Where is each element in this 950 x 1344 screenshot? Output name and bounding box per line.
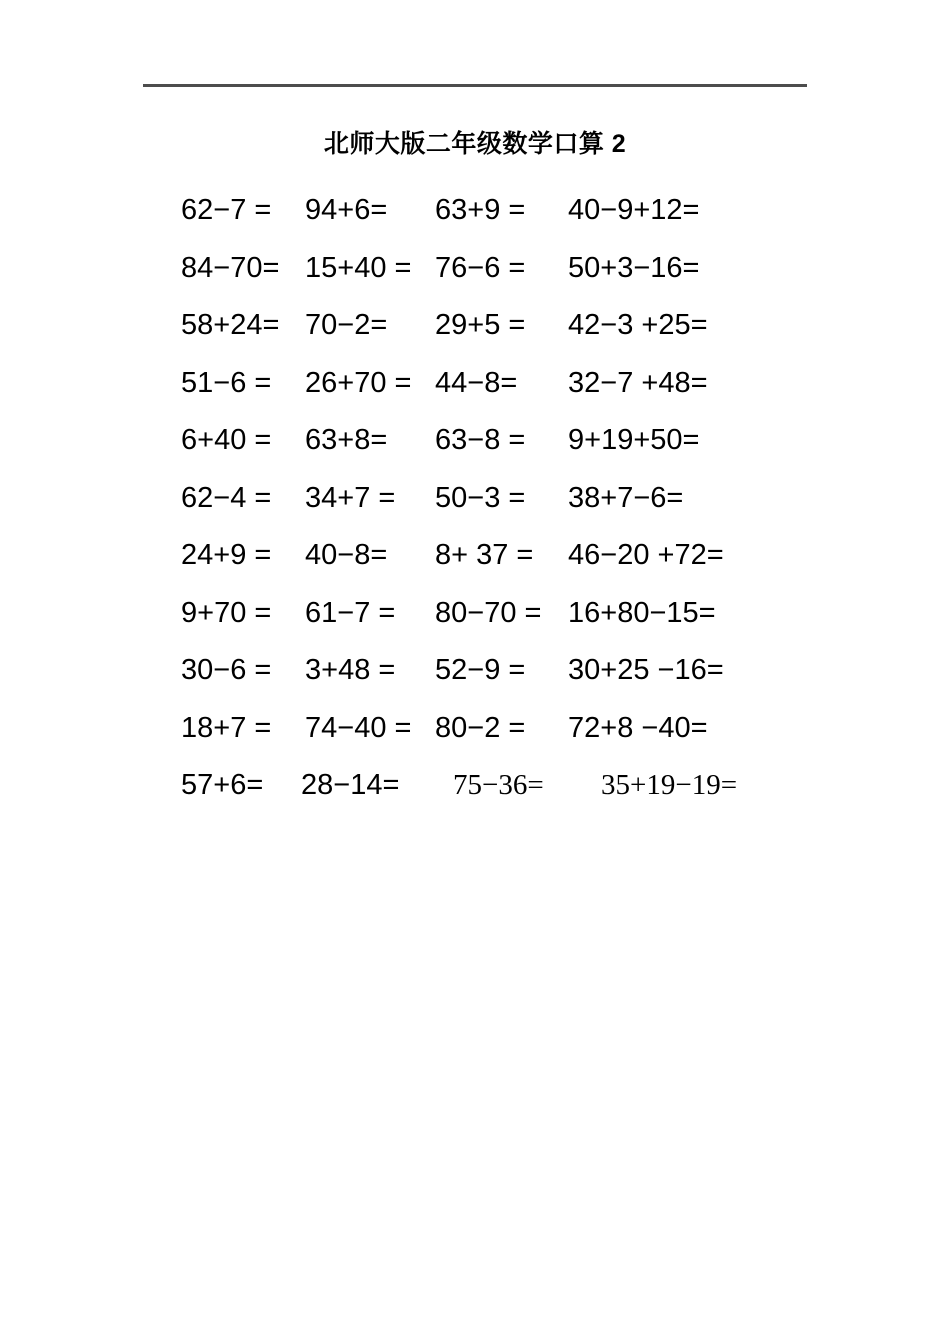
math-problem: 72+8 −40= (568, 711, 708, 744)
math-problem: 18+7 = (181, 711, 272, 744)
problem-row (181, 700, 950, 758)
math-problem: 57+6= (181, 769, 264, 802)
math-problem: 46−20 +72= (568, 539, 724, 572)
math-problem: 51−6 = (181, 366, 272, 399)
math-problem: 58+24= (181, 309, 280, 342)
math-problem: 76−6 = (435, 251, 526, 284)
problem-rows (181, 182, 950, 815)
math-problem: 62−7 = (181, 194, 272, 227)
math-problem: 32−7 +48= (568, 366, 708, 399)
math-problem: 28−14= (301, 769, 400, 802)
math-problem: 15+40 = (305, 251, 412, 284)
math-problem: 30+25 −16= (568, 654, 724, 687)
math-problem: 63+8= (305, 424, 388, 457)
math-problem: 29+5 = (435, 309, 526, 342)
math-problem: 40−8= (305, 539, 388, 572)
math-problem: 84−70= (181, 251, 280, 284)
math-problem: 35+19−19= (601, 769, 738, 802)
problem-row (181, 297, 950, 355)
math-problem: 62−4 = (181, 481, 272, 514)
math-problem: 8+ 37 = (435, 539, 534, 572)
math-problem: 9+70 = (181, 596, 272, 629)
problem-row (181, 470, 950, 528)
problem-row (181, 182, 950, 240)
problem-row (181, 355, 950, 413)
page-title: 北师大版二年级数学口算 2 (323, 130, 627, 158)
math-problem: 70−2= (305, 309, 388, 342)
math-problem: 16+80−15= (568, 596, 716, 629)
math-problem: 63−8 = (435, 424, 526, 457)
problem-row (181, 412, 950, 470)
math-problem: 34+7 = (305, 481, 396, 514)
math-problem: 9+19+50= (568, 424, 700, 457)
problem-row (181, 757, 950, 815)
math-problem: 24+9 = (181, 539, 272, 572)
math-problem: 94+6= (305, 194, 388, 227)
problem-row (181, 527, 950, 585)
math-problem: 75−36= (453, 769, 544, 802)
math-problem: 3+48 = (305, 654, 396, 687)
math-problem: 80−2 = (435, 711, 526, 744)
math-problem: 30−6 = (181, 654, 272, 687)
math-problem: 26+70 = (305, 366, 412, 399)
problem-row (181, 585, 950, 643)
math-problem: 63+9 = (435, 194, 526, 227)
problem-row (181, 642, 950, 700)
math-problem: 42−3 +25= (568, 309, 708, 342)
math-problem: 6+40 = (181, 424, 272, 457)
problem-row (181, 240, 950, 298)
math-problem: 40−9+12= (568, 194, 700, 227)
math-problem: 50−3 = (435, 481, 526, 514)
math-problem: 50+3−16= (568, 251, 700, 284)
math-problem: 80−70 = (435, 596, 542, 629)
header-rule (143, 84, 807, 87)
math-problem: 52−9 = (435, 654, 526, 687)
math-problem: 61−7 = (305, 596, 396, 629)
math-problem: 74−40 = (305, 711, 412, 744)
math-problem: 38+7−6= (568, 481, 684, 514)
math-problem: 44−8= (435, 366, 518, 399)
